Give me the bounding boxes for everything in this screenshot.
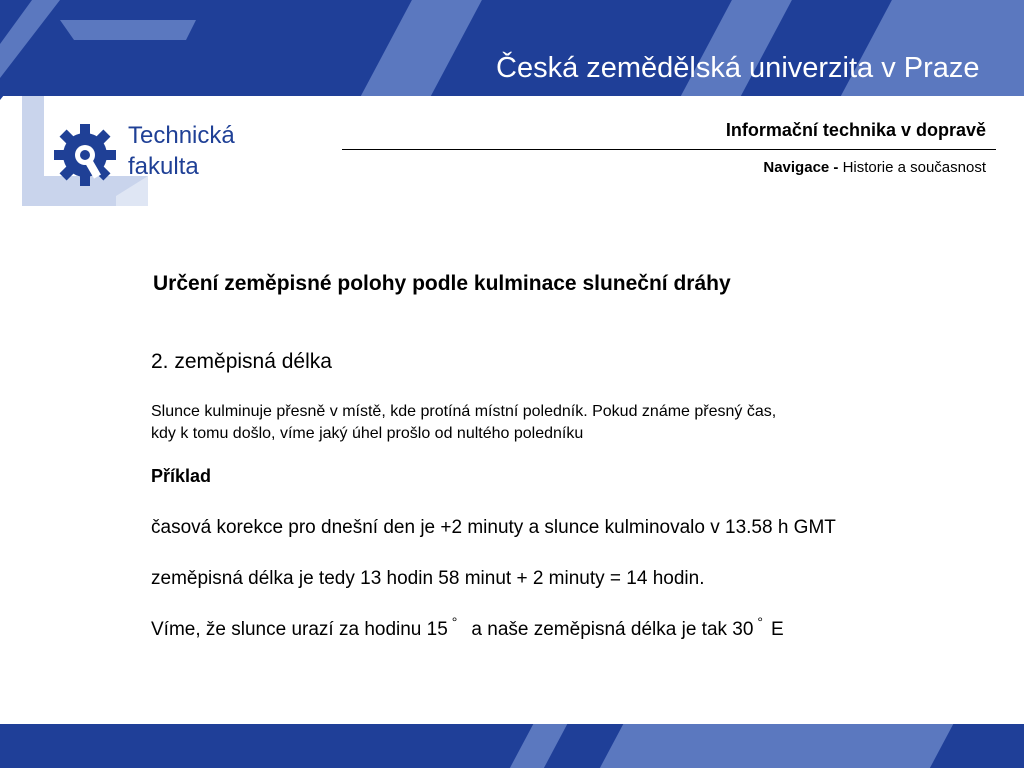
header-divider: [342, 149, 996, 150]
page-title: Určení zeměpisné polohy podle kulminace sluneční dráhy: [153, 272, 731, 295]
breadcrumb: [763, 159, 986, 176]
calc-line-correction: časová korekce pro dnešní den je +2 minuty a slunce kulminovalo v 13.58 h GMT: [151, 517, 836, 538]
section-subtitle: 2. zeměpisná délka: [151, 350, 332, 373]
conclusion-text-b: a naše zeměpisná délka je tak 30: [471, 619, 754, 640]
conclusion-text-a: Víme, že slunce urazí za hodinu 15: [151, 619, 448, 640]
course-title: Informační technika v dopravě: [725, 120, 986, 140]
intro-paragraph: [151, 401, 776, 445]
footer-stripe: [586, 724, 964, 768]
paragraph-line: Slunce kulminuje přesně v místě, kde protíná místní poledník. Pokud známe přesný čas,: [151, 403, 777, 420]
footer-banner: [0, 724, 1024, 768]
faculty-logo: [0, 0, 260, 220]
degree-symbol: °: [757, 614, 764, 630]
degree-symbol: °: [451, 614, 458, 630]
logo-frame: [0, 0, 260, 220]
breadcrumb-label: Navigace -: [763, 159, 839, 176]
paragraph-line: kdy k tomu došlo, víme jaký úhel prošlo od nultého poledníku: [151, 425, 584, 442]
footer-stripe: [496, 724, 578, 768]
banner-stripe: [327, 0, 503, 96]
gear-wrench-icon: [52, 122, 118, 188]
faculty-name: Technická fakulta: [128, 122, 235, 180]
university-name: Česká zemědělská univerzita v Praze: [496, 52, 980, 84]
calc-line-longitude: zeměpisná délka je tedy 13 hodin 58 minut + 2 minuty = 14 hodin.: [151, 568, 705, 589]
breadcrumb-item[interactable]: Historie a současnost: [842, 159, 986, 176]
conclusion-text-c: E: [771, 619, 784, 640]
calc-line-conclusion: [151, 614, 784, 641]
example-label: Příklad: [151, 466, 212, 486]
